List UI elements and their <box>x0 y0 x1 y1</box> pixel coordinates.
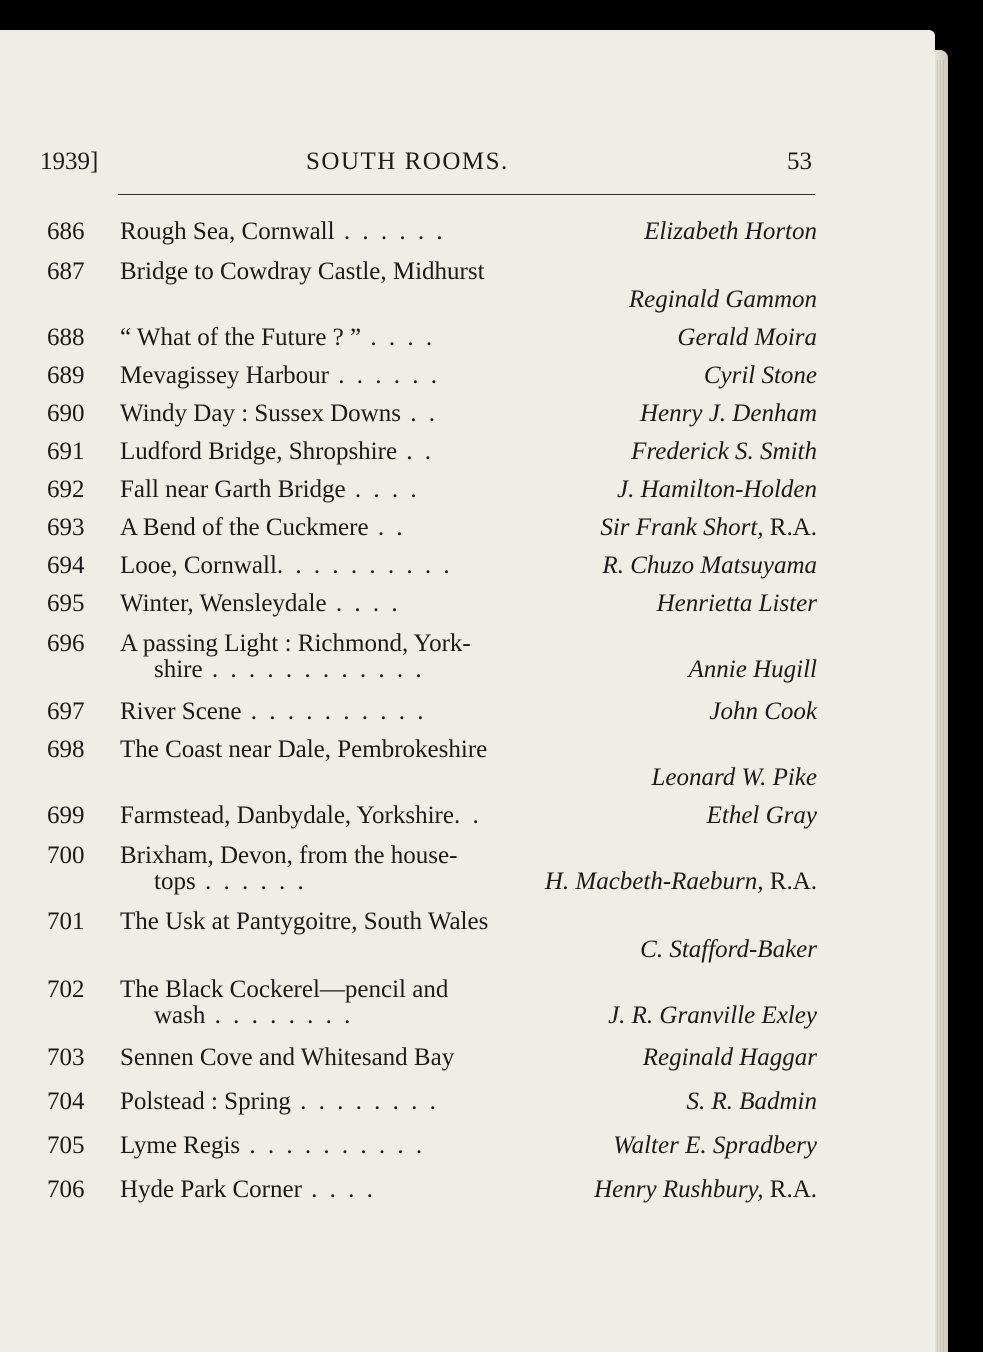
entry-artist: J. R. Granville Exley <box>608 1002 817 1029</box>
entry-number: 691 <box>47 438 85 465</box>
honour-suffix: R.A. <box>769 868 817 895</box>
entry-number: 686 <box>47 218 85 245</box>
page-header <box>40 148 820 188</box>
entry-artist: Frederick S. Smith <box>631 438 817 465</box>
entry-title-continuation: shire . . . . . . . . . . . . <box>154 656 425 683</box>
leader-dots: . . . . . . <box>334 218 446 245</box>
entry-artist: Henrietta Lister <box>656 590 817 617</box>
leader-dots: . . . . . . . . . . <box>276 552 453 579</box>
entry-number: 704 <box>47 1088 85 1115</box>
header-title: SOUTH ROOMS. <box>306 148 509 175</box>
honour-suffix: R.A. <box>769 1176 817 1203</box>
entry-title: Polstead : Spring . . . . . . . . <box>120 1088 439 1115</box>
entry-number: 705 <box>47 1132 85 1159</box>
entry-artist: Henry J. Denham <box>639 400 817 427</box>
leader-dots: . . . . <box>361 324 436 351</box>
leader-dots: . . . . . . . . <box>205 1002 354 1029</box>
entry-artist: J. Hamilton-Holden <box>617 476 817 503</box>
entry-title: A Bend of the Cuckmere . . <box>120 514 406 541</box>
entry-title: Winter, Wensleydale . . . . <box>120 590 401 617</box>
entry-number: 693 <box>47 514 85 541</box>
entry-artist: Cyril Stone <box>703 362 817 389</box>
entry-title: Looe, Cornwall. . . . . . . . . . <box>120 552 453 579</box>
page-edge-lines <box>934 60 944 1352</box>
entry-number: 692 <box>47 476 85 503</box>
leader-dots: . . . . <box>326 590 401 617</box>
entry-title-continuation: wash . . . . . . . . <box>154 1002 354 1029</box>
entry-artist: H. Macbeth-Raeburn, R.A. <box>544 868 817 895</box>
entry-title: The Coast near Dale, Pembrokeshire <box>120 736 488 763</box>
entry-title: Ludford Bridge, Shropshire . . <box>120 438 435 465</box>
leader-dots: . . <box>368 514 406 541</box>
entry-title: Bridge to Cowdray Castle, Midhurst <box>120 258 485 285</box>
catalogue-page <box>0 30 935 1352</box>
entry-number: 690 <box>47 400 85 427</box>
entry-artist: Ethel Gray <box>706 802 817 829</box>
entry-number: 700 <box>47 842 85 869</box>
entry-title: Farmstead, Danbydale, Yorkshire. . <box>120 802 482 829</box>
leader-dots: . . . . . . . . <box>290 1088 439 1115</box>
entry-number: 689 <box>47 362 85 389</box>
entry-title: The Usk at Pantygoitre, South Wales <box>120 908 489 935</box>
entry-title: A passing Light : Richmond, York- <box>120 630 471 657</box>
entry-title: “ What of the Future ? ” . . . . <box>120 324 436 351</box>
entry-title: Brixham, Devon, from the house- <box>120 842 458 869</box>
entry-number: 698 <box>47 736 85 763</box>
entry-number: 695 <box>47 590 85 617</box>
leader-dots: . . . . <box>301 1176 376 1203</box>
entry-artist: Gerald Moira <box>677 324 817 351</box>
header-rule <box>118 194 815 195</box>
honour-suffix: R.A. <box>769 514 817 541</box>
entry-title-continuation: tops . . . . . . <box>154 868 307 895</box>
entry-number: 701 <box>47 908 85 935</box>
entry-artist: S. R. Badmin <box>686 1088 817 1115</box>
entry-title: River Scene . . . . . . . . . . <box>120 698 427 725</box>
entry-title: Hyde Park Corner . . . . <box>120 1176 376 1203</box>
entry-number: 702 <box>47 976 85 1003</box>
leader-dots: . . <box>453 802 482 829</box>
entry-number: 687 <box>47 258 85 285</box>
entry-title: Fall near Garth Bridge . . . . <box>120 476 420 503</box>
entry-title: Sennen Cove and Whitesand Bay <box>120 1044 455 1071</box>
entry-title: Windy Day : Sussex Downs . . <box>120 400 438 427</box>
entry-artist: Walter E. Spradbery <box>613 1132 817 1159</box>
leader-dots: . . <box>400 400 438 427</box>
leader-dots: . . . . . . . . . . <box>241 698 427 725</box>
leader-dots: . . <box>397 438 435 465</box>
entry-title: Rough Sea, Cornwall . . . . . . <box>120 218 446 245</box>
leader-dots: . . . . . . <box>195 868 307 895</box>
entry-artist: Reginald Gammon <box>628 286 817 313</box>
leader-dots: . . . . . . . . . . <box>240 1132 426 1159</box>
entry-artist: R. Chuzo Matsuyama <box>602 552 817 579</box>
header-year: 1939] <box>40 148 99 175</box>
page-number: 53 <box>787 148 812 175</box>
entry-title: Mevagissey Harbour . . . . . . <box>120 362 440 389</box>
entry-number: 694 <box>47 552 85 579</box>
entry-title: The Black Cockerel—pencil and <box>120 976 449 1003</box>
entry-number: 696 <box>47 630 85 657</box>
leader-dots: . . . . . . . . . . . . <box>202 656 425 683</box>
entry-artist: Reginald Haggar <box>642 1044 817 1071</box>
entry-number: 699 <box>47 802 85 829</box>
entry-artist: Henry Rushbury, R.A. <box>594 1176 817 1203</box>
entry-number: 703 <box>47 1044 85 1071</box>
leader-dots: . . . . . . <box>328 362 440 389</box>
entry-number: 697 <box>47 698 85 725</box>
entry-number: 706 <box>47 1176 85 1203</box>
leader-dots: . . . . <box>345 476 420 503</box>
entry-artist: Annie Hugill <box>688 656 817 683</box>
entry-artist: Elizabeth Horton <box>644 218 817 245</box>
entry-artist: Sir Frank Short, R.A. <box>600 514 817 541</box>
entry-artist: John Cook <box>709 698 817 725</box>
entry-artist: Leonard W. Pike <box>651 764 817 791</box>
entry-artist: C. Stafford-Baker <box>640 936 817 963</box>
entry-number: 688 <box>47 324 85 351</box>
entry-title: Lyme Regis . . . . . . . . . . <box>120 1132 426 1159</box>
